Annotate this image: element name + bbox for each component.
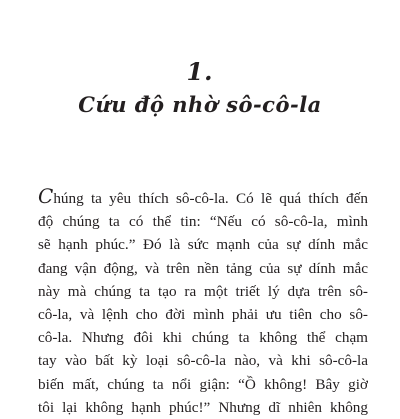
text-line-3: sẽ hạnh phúc.” Đó là sức mạnh của sự dính mắc [38,236,368,254]
text-line-4: đang vận động, và trên nền tảng của sự dính mắc [38,259,368,277]
text-line-1 [38,186,368,210]
text-line-9: biến mất, chúng ta nổi giận: “Ồ không! Bây giờ [38,375,368,393]
chapter-title: Cứu độ nhờ sô-cô-la [78,92,322,117]
text-line-1-rest: húng ta yêu thích sô-cô-la. Có lẽ quá thích đến [53,190,368,207]
text-line-8: tay vào bất kỳ loại sô-cô-la nào, và khi sô-cô-la [38,352,368,370]
text-line-6: cô-la, và lệnh cho đời mình phải ưu tiên cho sô- [38,306,368,324]
chapter-number: 1. [186,57,214,86]
text-line-2: độ chúng ta có thể tin: “Nếu có sô-cô-la, mình [38,213,368,231]
text-line-5: này mà chúng ta tạo ra một triết lý dựa trên sô- [38,282,368,300]
text-line-10: tôi lại không hạnh phúc!” Nhưng dĩ nhiên không [38,398,368,416]
body-paragraph [38,186,368,419]
drop-cap: C [38,186,54,208]
text-line-7: cô-la. Nhưng đôi khi chúng ta không thể chạm [38,329,368,347]
